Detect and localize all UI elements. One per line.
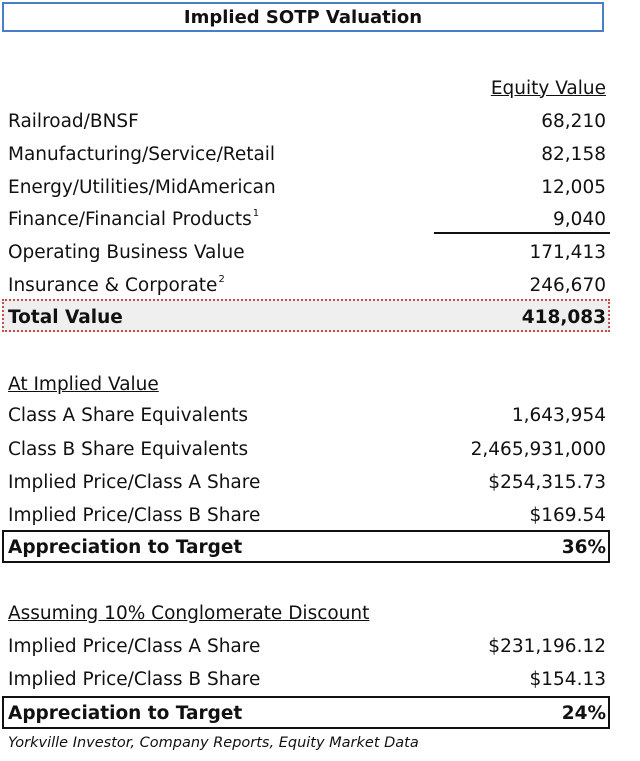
table-row [0,270,640,300]
row-label: Implied Price/Class A Share [8,471,261,493]
footnote-marker: 2 [218,274,225,285]
row-value: 68,210 [541,110,606,132]
appreciation-value: 24% [561,702,606,724]
row-value: $169.54 [529,504,606,526]
row-label: Implied Price/Class B Share [8,668,261,690]
row-label: Manufacturing/Service/Retail [8,143,276,165]
total-row [0,302,640,332]
page-title [2,2,604,32]
row-value: 246,670 [529,274,606,296]
implied-section-heading: At Implied Value [8,373,159,395]
equity-value-header: Equity Value [490,77,606,99]
column-header-row [0,73,640,103]
row-label: Class B Share Equivalents [8,438,249,460]
source-note: Yorkville Investor, Company Reports, Equity Market Data [8,735,419,751]
row-label: Railroad/BNSF [8,110,139,132]
row-value: $231,196.12 [488,635,606,657]
row-label: Implied Price/Class A Share [8,635,261,657]
subtotal-rule [434,232,610,234]
row-label: Operating Business Value [8,241,245,263]
row-label [8,274,225,296]
table-row [0,664,640,694]
row-label [8,208,259,230]
row-label-text: Finance/Financial Products [8,209,252,230]
row-value: 12,005 [541,176,606,198]
table-row [0,467,640,497]
footnote-marker: 1 [252,208,260,219]
appreciation-value: 36% [561,536,606,558]
row-label: Energy/Utilities/MidAmerican [8,176,276,198]
table-row [0,237,640,267]
page-title-text: Implied SOTP Valuation [183,6,423,28]
row-label-text: Insurance & Corporate [8,275,218,296]
total-label: Total Value [8,306,123,328]
table-row [0,434,640,464]
table-row [0,172,640,202]
row-value: 1,643,954 [511,404,606,426]
appreciation-label: Appreciation to Target [8,702,243,724]
table-row [0,500,640,530]
row-value: 82,158 [541,143,606,165]
row-value: 2,465,931,000 [470,438,606,460]
table-row [0,106,640,136]
section-heading-row [0,369,640,399]
row-label: Implied Price/Class B Share [8,504,261,526]
table-row [0,631,640,661]
section-heading-row [0,598,640,628]
row-value: $154.13 [529,668,606,690]
row-value: 171,413 [529,241,606,263]
row-label: Class A Share Equivalents [8,404,249,426]
table-row [0,139,640,169]
appreciation-row [0,698,640,728]
row-value: 9,040 [553,208,606,230]
table-row [0,204,640,234]
appreciation-row [0,532,640,562]
row-value: $254,315.73 [488,471,606,493]
appreciation-label: Appreciation to Target [8,536,243,558]
table-row [0,400,640,430]
discount-section-heading: Assuming 10% Conglomerate Discount [8,602,370,624]
total-value: 418,083 [521,306,606,328]
